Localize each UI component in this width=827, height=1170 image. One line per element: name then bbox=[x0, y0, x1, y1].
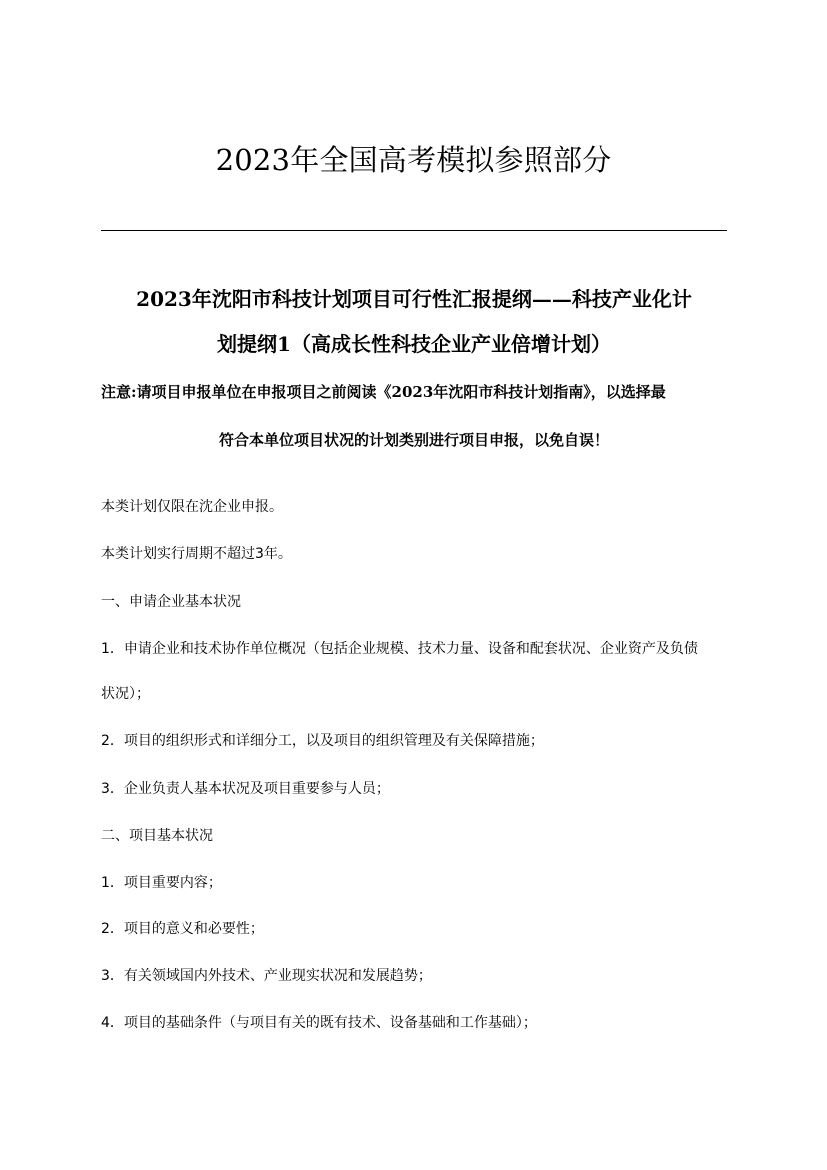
list-item-2-4: 4．项目的基础条件（与项目有关的既有技术、设备基础和工作基础）； bbox=[101, 1015, 537, 1031]
list-item-2-3: 3．有关领域国内外技术、产业现实状况和发展趋势； bbox=[101, 968, 432, 984]
notice-prefix: 注意: bbox=[101, 383, 137, 401]
document-title-line-2: 划提纲1（高成长性科技企业产业倍增计划） bbox=[217, 332, 611, 356]
list-item-1-1: 1．申请企业和技术协作单位概况（包括企业规模、技术力量、设备和配套状况、企业资产及负债 bbox=[101, 641, 698, 657]
list-item-1-1-continued: 状况）； bbox=[101, 686, 150, 702]
section-heading-2: 二、项目基本状况 bbox=[101, 828, 213, 844]
header-divider bbox=[101, 230, 727, 231]
list-item-2-1: 1．项目重要内容； bbox=[101, 875, 222, 891]
notice-line-2: 符合本单位项目状况的计划类别进行项目申报，以免自误！ bbox=[218, 431, 609, 449]
body-line-period: 本类计划实行周期不超过3年。 bbox=[101, 546, 292, 562]
list-item-2-2: 2．项目的意义和必要性； bbox=[101, 921, 264, 937]
section-heading-1: 一、申请企业基本状况 bbox=[101, 594, 241, 610]
header-title: 2023年全国高考模拟参照部分 bbox=[215, 143, 612, 177]
list-item-1-3: 3．企业负责人基本状况及项目重要参与人员； bbox=[101, 781, 390, 797]
notice-line-1-text: 请项目申报单位在申报项目之前阅读《2023年沈阳市科技计划指南》，以选择最 bbox=[136, 383, 666, 401]
notice-line-1 bbox=[101, 380, 727, 404]
document-title-line-1: 2023年沈阳市科技计划项目可行性汇报提纲——科技产业化计 bbox=[136, 287, 692, 311]
list-item-1-2: 2．项目的组织形式和详细分工，以及项目的组织管理及有关保障措施； bbox=[101, 733, 544, 749]
body-line-scope: 本类计划仅限在沈企业申报。 bbox=[101, 499, 283, 515]
